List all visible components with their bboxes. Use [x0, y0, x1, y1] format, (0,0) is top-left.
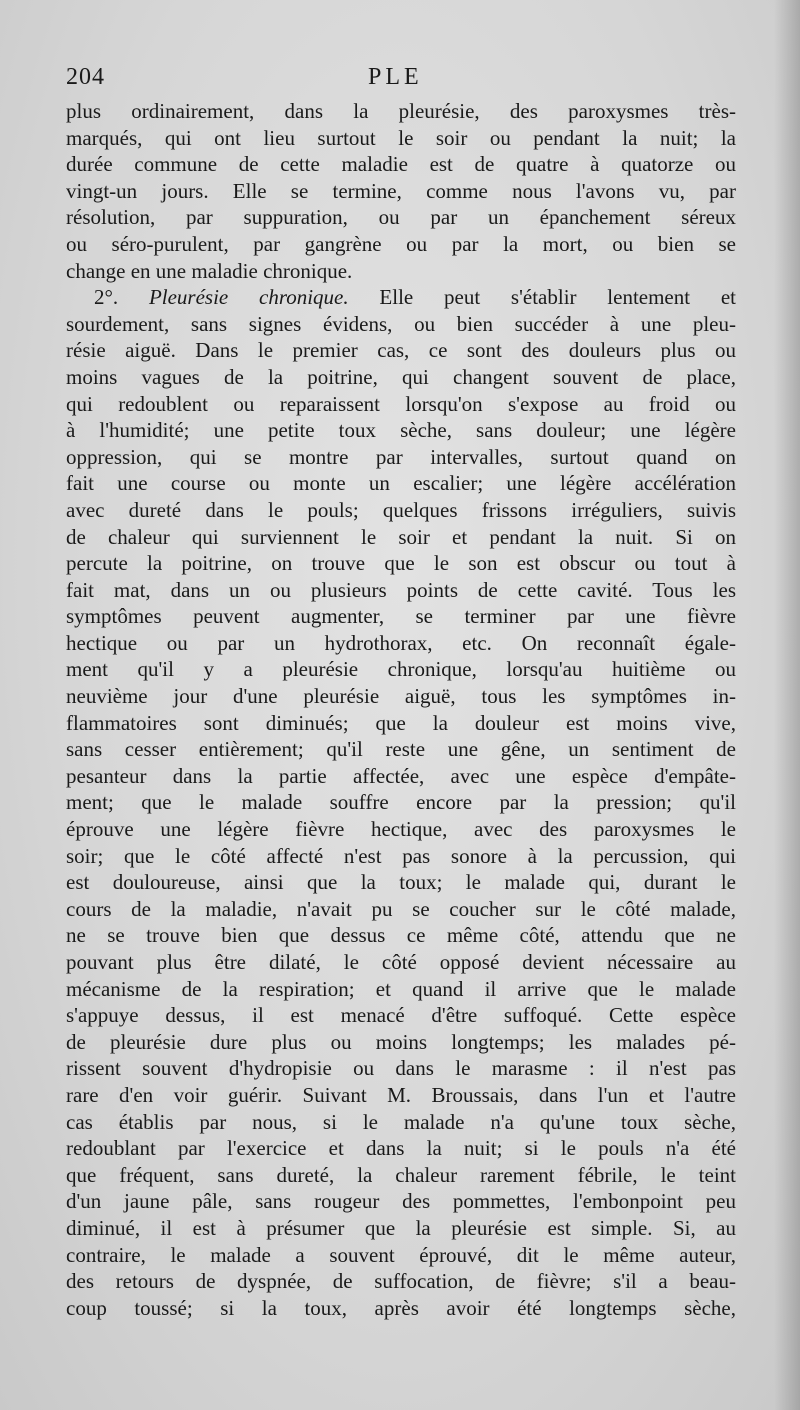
text-line: pesanteur dans la partie affectée, avec une espèce d'empâte- — [66, 763, 736, 788]
text-line: neuvième jour d'une pleurésie aiguë, tous les symptômes in- — [66, 684, 736, 709]
text-line: à l'humidité; une petite toux sèche, sans douleur; une légère — [66, 418, 736, 443]
text-line: avec dureté dans le pouls; quelques frissons irréguliers, suivis — [66, 497, 736, 522]
text-line: des retours de dyspnée, de suffocation, de fièvre; s'il a beau- — [66, 1269, 736, 1294]
text-line: éprouve une légère fièvre hectique, avec des paroxysmes le — [66, 817, 736, 842]
text-line: qui redoublent ou reparaissent lorsqu'on s'expose au froid ou — [66, 391, 736, 416]
text-line: ne se trouve bien que dessus ce même côté, attendu que ne — [66, 923, 736, 948]
text-line: résie aiguë. Dans le premier cas, ce sont des douleurs plus ou — [66, 338, 736, 363]
text-line: cas établis par nous, si le malade n'a qu'une toux sèche, — [66, 1109, 736, 1134]
text-line: cours de la maladie, n'avait pu se coucher sur le côté malade, — [66, 896, 736, 921]
text-line: symptômes peuvent augmenter, se terminer par une fièvre — [66, 604, 736, 629]
text-line: moins vagues de la poitrine, qui changent souvent de place, — [66, 364, 736, 389]
text-line: vingt-un jours. Elle se termine, comme nous l'avons vu, par — [66, 178, 736, 203]
body-text — [66, 98, 736, 1321]
text-line: diminué, il est à présumer que la pleurésie est simple. Si, au — [66, 1215, 736, 1240]
running-head: PLE — [368, 64, 423, 90]
text-line: pouvant plus être dilaté, le côté opposé devient nécessaire au — [66, 950, 736, 974]
text-line: percute la poitrine, on trouve que le son est obscur ou tout à — [66, 551, 736, 576]
text-line: soir; que le côté affecté n'est pas sonore à la percussion, qui — [66, 843, 736, 868]
section-title: Pleurésie chronique. — [148, 285, 349, 310]
text-line: ment qu'il y a pleurésie chronique, lorsqu'au huitième ou — [66, 657, 736, 682]
text-line: rare d'en voir guérir. Suivant M. Broussais, dans l'un et l'autre — [66, 1082, 736, 1107]
text-line: sourdement, sans signes évidens, ou bien succéder à une pleu- — [66, 311, 736, 336]
text-line: ment; que le malade souffre encore par la pression; qu'il — [66, 790, 736, 815]
text-line: d'un jaune pâle, sans rougeur des pommettes, l'embonpoint peu — [66, 1189, 736, 1214]
page-number: 204 — [66, 64, 105, 90]
text-line: hectique ou par un hydrothorax, etc. On reconnaît égale- — [66, 630, 736, 655]
text-line: marqués, qui ont lieu surtout le soir ou pendant la nuit; la — [66, 125, 736, 150]
text-line: fait mat, dans un ou plusieurs points de cette cavité. Tous les — [66, 577, 736, 602]
text-line: coup toussé; si la toux, après avoir été longtemps sèche, — [66, 1295, 736, 1320]
text-line: fait une course ou monte un escalier; une légère accélération — [66, 471, 736, 496]
section-heading-line — [66, 284, 736, 311]
text-line: résolution, par suppuration, ou par un épanchement séreux — [66, 205, 736, 230]
text-line: oppression, qui se montre par intervalles, surtout quand on — [66, 444, 736, 469]
page-gutter-shadow — [774, 0, 800, 1410]
text-line: flammatoires sont diminués; que la douleur est moins vive, — [66, 710, 736, 735]
text-line: rissent souvent d'hydropisie ou dans le marasme : il n'est pas — [66, 1056, 736, 1081]
text-line: est douloureuse, ainsi que la toux; le malade qui, durant le — [66, 870, 736, 895]
section-first-line-text: Elle peut s'établir lentement et — [379, 285, 737, 310]
text-line: durée commune de cette maladie est de quatre à quatorze ou — [66, 152, 736, 177]
text-line: plus ordinairement, dans la pleurésie, des paroxysmes très- — [66, 99, 736, 123]
text-line: mécanisme de la respiration; et quand il arrive que le malade — [66, 976, 736, 1001]
text-line: de pleurésie dure plus ou moins longtemps; les malades pé- — [66, 1029, 736, 1054]
text-line: change en une maladie chronique. — [66, 258, 353, 283]
text-line: que fréquent, sans dureté, la chaleur rarement fébrile, le teint — [66, 1162, 736, 1187]
page-header — [66, 64, 746, 94]
text-line: ou séro-purulent, par gangrène ou par la mort, ou bien se — [66, 231, 736, 256]
section-number: 2°. — [94, 285, 119, 310]
text-line: sans cesser entièrement; qu'il reste une gêne, un sentiment de — [66, 737, 736, 762]
text-line: redoublant par l'exercice et dans la nuit; si le pouls n'a été — [66, 1136, 736, 1161]
text-line: s'appuye dessus, il est menacé d'être suffoqué. Cette espèce — [66, 1003, 736, 1028]
text-line: de chaleur qui surviennent le soir et pendant la nuit. Si on — [66, 524, 736, 549]
text-line: contraire, le malade a souvent éprouvé, dit le même auteur, — [66, 1242, 736, 1267]
